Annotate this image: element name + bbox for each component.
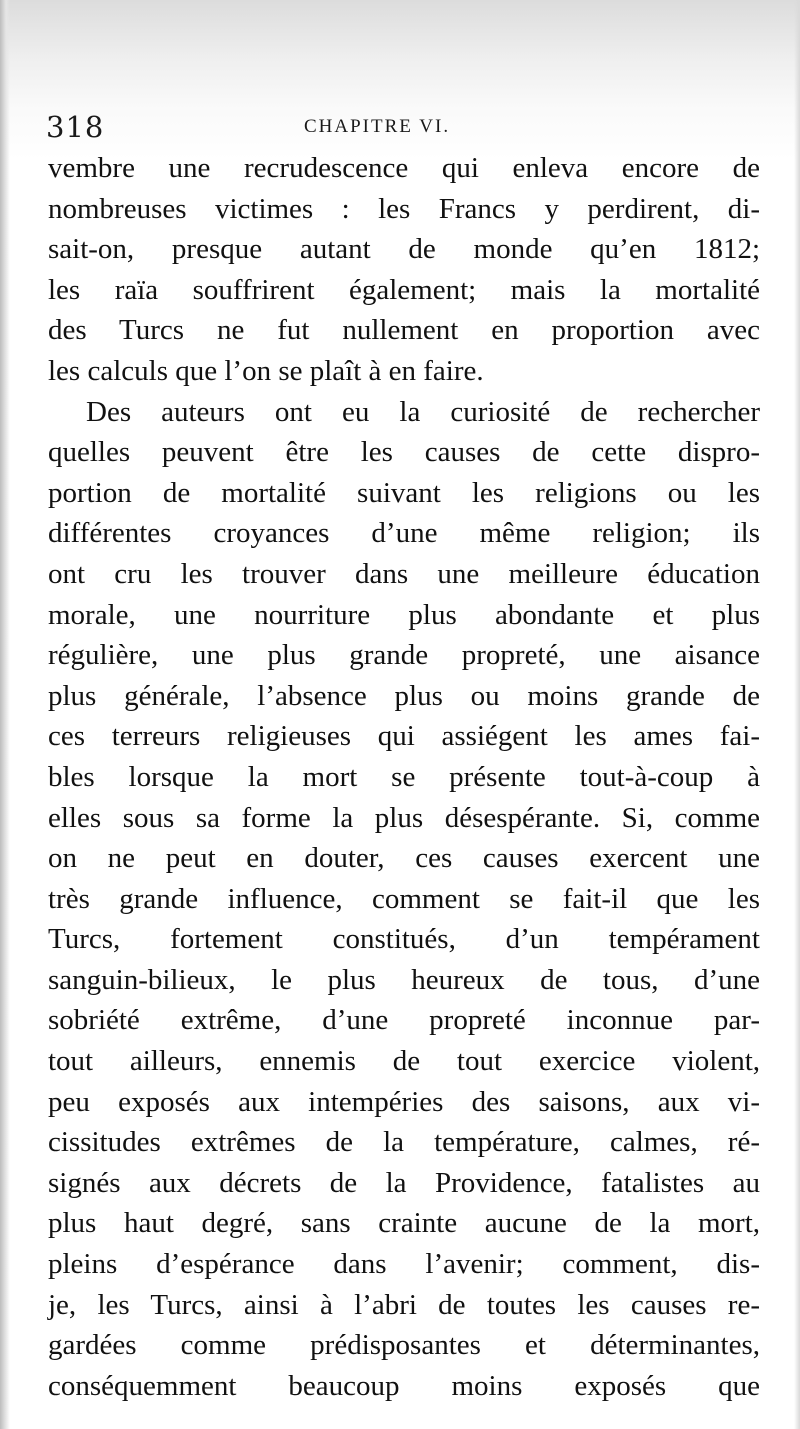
page-gutter-shadow: [0, 0, 10, 1429]
text-line: sobriété extrême, d’une propreté inconnue par-: [48, 1004, 760, 1037]
text-line: gardées comme prédisposantes et déterminantes,: [48, 1329, 760, 1362]
running-head: CHAPITRE VI.: [304, 116, 451, 137]
page-header: [46, 110, 760, 146]
text-line: nombreuses victimes : les Francs y perdirent, di-: [48, 192, 760, 225]
text-line: sait-on, presque autant de monde qu’en 1812;: [48, 233, 760, 266]
text-line: bles lorsque la mort se présente tout-à-coup à: [48, 760, 760, 793]
text-line: ont cru les trouver dans une meilleure éducation: [48, 557, 760, 590]
text-line: ces terreurs religieuses qui assiégent les ames fai-: [48, 720, 760, 753]
page-edge-shadow: [794, 0, 800, 1429]
page-number: 318: [46, 110, 105, 144]
text-line: des Turcs ne fut nullement en proportion avec: [48, 314, 760, 347]
text-line: elles sous sa forme la plus désespérante. Si, comme: [48, 801, 760, 834]
text-line: plus haut degré, sans crainte aucune de la mort,: [48, 1207, 760, 1240]
text-line: peu exposés aux intempéries des saisons, aux vi-: [48, 1085, 760, 1118]
text-line: signés aux décrets de la Providence, fatalistes au: [48, 1166, 760, 1199]
text-line: Des auteurs ont eu la curiosité de rechercher: [86, 395, 760, 428]
text-line: plus générale, l’absence plus ou moins grande de: [48, 679, 760, 712]
text-line: je, les Turcs, ainsi à l’abri de toutes les causes re-: [48, 1288, 760, 1321]
text-line: les raïa souffrirent également; mais la mortalité: [48, 273, 760, 306]
text-line: portion de mortalité suivant les religions ou les: [48, 476, 760, 509]
text-line: différentes croyances d’une même religion; ils: [48, 517, 760, 550]
body-text: [48, 148, 760, 1406]
text-line: très grande influence, comment se fait-il que les: [48, 882, 760, 915]
text-line: morale, une nourriture plus abondante et plus: [48, 598, 760, 631]
text-line: tout ailleurs, ennemis de tout exercice violent,: [48, 1045, 760, 1078]
text-line: cissitudes extrêmes de la température, calmes, ré-: [48, 1126, 760, 1159]
text-line: régulière, une plus grande propreté, une aisance: [48, 639, 760, 672]
text-line: conséquemment beaucoup moins exposés que: [48, 1369, 760, 1402]
text-line: Turcs, fortement constitués, d’un tempérament: [48, 923, 760, 956]
text-line: sanguin-bilieux, le plus heureux de tous, d’une: [48, 963, 760, 996]
text-line: vembre une recrudescence qui enleva encore de: [48, 152, 760, 184]
text-line: on ne peut en douter, ces causes exercent une: [48, 842, 760, 875]
text-line: quelles peuvent être les causes de cette dispro-: [48, 436, 760, 469]
text-line: les calculs que l’on se plaît à en faire.: [48, 354, 484, 387]
text-line: pleins d’espérance dans l’avenir; comment, dis-: [48, 1248, 760, 1281]
